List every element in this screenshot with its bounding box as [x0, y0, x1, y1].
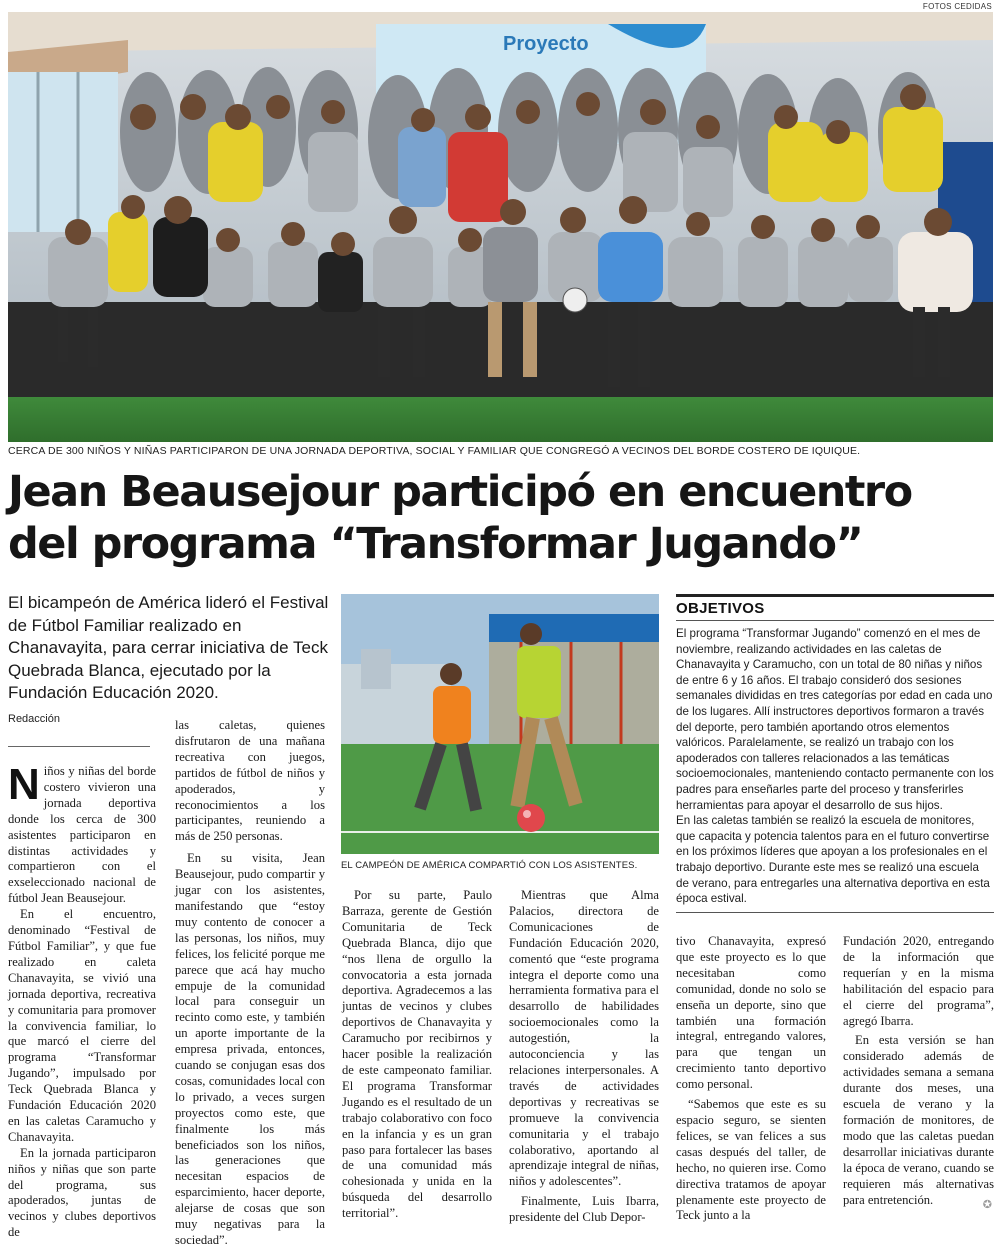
byline: Redacción — [8, 713, 60, 725]
photo-credit: FOTOS CEDIDAS — [922, 2, 992, 11]
column-4-paragraph-1: Mientras que Alma Palacios, directora de Comunicaciones de Fundación Educación 2020, comentó que “este programa integra el deporte como una herramienta formativa para el desarrollo de habilidades socioemocionales como la autogestión, la autoconciencia y las relaciones interpersonales. A través de actividades deportivas y recreativas se promueve la convivencia comunitaria y el trabajo colaborativo, aportando al aprendizaje integral de niñas, niños y adolescentes”. — [509, 888, 659, 1189]
deck-summary: El bicampeón de América lideró el Festival de Fútbol Familiar realizado en Chanavayita, para cerrar iniciativa de Teck Quebrada Blanca, ejecutado por la Fundación Educación 2020. — [8, 593, 329, 702]
football-photo-illustration — [341, 594, 659, 854]
objetivos-heading: OBJETIVOS — [676, 600, 765, 617]
article-column-5 — [676, 934, 826, 1224]
column-1-paragraph-3: En la jornada participaron niños y niñas que son parte del programa, sus apoderados, juntas de vecinos y clubes deportivos de — [8, 1145, 156, 1240]
dropcap: N — [8, 760, 40, 809]
byline-divider — [8, 746, 150, 747]
objetivos-bottom-rule — [676, 912, 994, 913]
group-photo — [8, 12, 993, 442]
objetivos-body — [676, 626, 994, 907]
headline — [8, 466, 993, 570]
column-4-paragraph-2: Finalmente, Luis Ibarra, presidente del Club Depor- — [509, 1194, 659, 1225]
group-photo-caption: CERCA DE 300 NIÑOS Y NIÑAS PARTICIPARON DE UNA JORNADA DEPORTIVA, SOCIAL Y FAMILIAR QUE CONGREGÓ A VECINOS DEL BORDE COSTERO DE IQUIQUE. — [8, 445, 861, 457]
page-corner-icon: ✪ — [982, 1198, 992, 1211]
objetivos-heading-rule — [676, 620, 994, 621]
article-column-4 — [509, 888, 659, 1226]
column-6-paragraph-2: En esta versión se han considerado además de actividades semana a semana durante dos meses, una escuela de verano y la formación de monitores, de modo que las caletas puedan desarrollar iniciativas durante la época de verano, cuando se requieren más alternativas para entretención. — [843, 1033, 994, 1207]
article-column-2 — [175, 718, 325, 1249]
banner-text: Proyecto — [503, 33, 589, 55]
column-5-paragraph-2: “Sabemos que este es su espacio seguro, se sienten felices, se van felices a sus casas después del taller, de hecho, no quieren irse. Como directiva tratamos de apoyar plenamente este proyecto de Teck junto a la — [676, 1097, 826, 1223]
group-photo-illustration — [8, 12, 993, 442]
football-photo — [341, 594, 659, 854]
football-photo-caption: EL CAMPEÓN DE AMÉRICA COMPARTIÓ CON LOS ASISTENTES. — [341, 860, 638, 871]
column-2-paragraph-2: En su visita, Jean Beausejour, pudo compartir y jugar con los asistentes, manifestando que “estoy muy contento de conocer a las personas, los niños, muy felices, los felicité porque me parece que acá hay mucho empuje de la comunidad local para conseguir un recinto como este, y también un aporte importante de la empresa privada, entonces, cuando se conjugan esas dos cosas, comunidades local con lo privado, a veces surgen proyectos como este, que finalmente los más beneficiados son los niños, las generaciones que necesitan espacios de esparcimiento, hacer deporte, alejarse de cosas que son muy negativas para la sociedad”. — [175, 851, 325, 1247]
column-1-paragraph-1: iños y niñas del borde costero vivieron una jornada deportiva donde los cerca de 300 asistentes participaron en distintas actividades y compartieron con el exseleccionado nacional de fútbol Jean Beausejour. — [8, 764, 156, 906]
column-6-paragraph-1: Fundación 2020, entregando de la información que requerían y en la misma habilitación del espacio para el cierre del programa”, agregó Ibarra. — [843, 934, 994, 1028]
article-column-3 — [342, 888, 492, 1222]
headline-line-2: del programa “Transformar Jugando” — [8, 519, 863, 569]
headline-line-1: Jean Beausejour participó en encuentro — [8, 467, 912, 517]
article-column-1 — [8, 760, 156, 1241]
column-1-paragraph-2: En el encuentro, denominado “Festival de Fútbol Familiar”, y que fue realizado en caleta Chanavayita, se vivió una jornada deportiva, recreativa y comunitaria para promover la convivencia familiar, lo que marcó el cierre del programa “Transformar Jugando”, impulsado por Teck Quebrada Blanca y Fundación Educación 2020 en las caletas Caramucho y Chanavayita. — [8, 907, 156, 1144]
objetivos-paragraph-1: El programa “Transformar Jugando” comenzó en el mes de noviembre, realizando actividades en las caletas de Chanavayita y Caramucho, con un total de 80 niñas y niños de entre 6 y 16 años. El trabajo consideró dos sesiones semanales divididas en tres categorías por edad en cada uno de los lugares. Allí instructores deportivos formaron a través del deporte, pero también aportando otros elementos valóricos. Paralelamente, se realizó un trabajo con los apoderados con talleres relacionados a las temáticas socioemocionales, manteniendo contacto permanente con los padres para enseñarles parte del proceso y transferirles herramientas para apoyar el desarrollo de sus hijos. — [676, 627, 994, 812]
article-column-6 — [843, 934, 994, 1208]
objetivos-paragraph-2: En las caletas también se realizó la escuela de monitores, que capacita y potencia talentos para en el futuro convertirse en los próximos líderes que apoyan a los profesionales en el trabajo deportivo. Durante este mes se realizó una escuela de verano, para entregarles una alternativa deportiva en esta época estival. — [676, 814, 990, 906]
column-5-paragraph-1: tivo Chanavayita, expresó que este proyecto es lo que necesitaban como comunidad, donde no solo se enseña un deporte, sino que también una formación integral, entregando valores, para que tengan un crecimiento tanto deportivo como personal. — [676, 934, 826, 1092]
objetivos-top-rule — [676, 594, 994, 597]
column-3-paragraph-1: Por su parte, Paulo Barraza, gerente de Gestión Comunitaria de Teck Quebrada Blanca, dijo que “nos llena de orgullo la convocatoria a esta jornada deportiva. Agradecemos a las juntas de vecinos y clubes deportivos de Chanavayita y Caramucho por recibirnos y hacer posible la realización de este campeonato familiar. El programa Transformar Jugando es el resultado de un trabajo colaborativo con foco en la infancia y es un gran paso para fortalecer las bases de una comunidad más cohesionada y unida en la búsqueda del desarrollo territorial”. — [342, 888, 492, 1221]
column-2-paragraph-1: las caletas, quienes disfrutaron de una mañana recreativa con juegos, partidos de fútbol de niños y apoderados, y reconocimientos a los participantes, reuniendo a más de 250 personas. — [175, 718, 325, 844]
